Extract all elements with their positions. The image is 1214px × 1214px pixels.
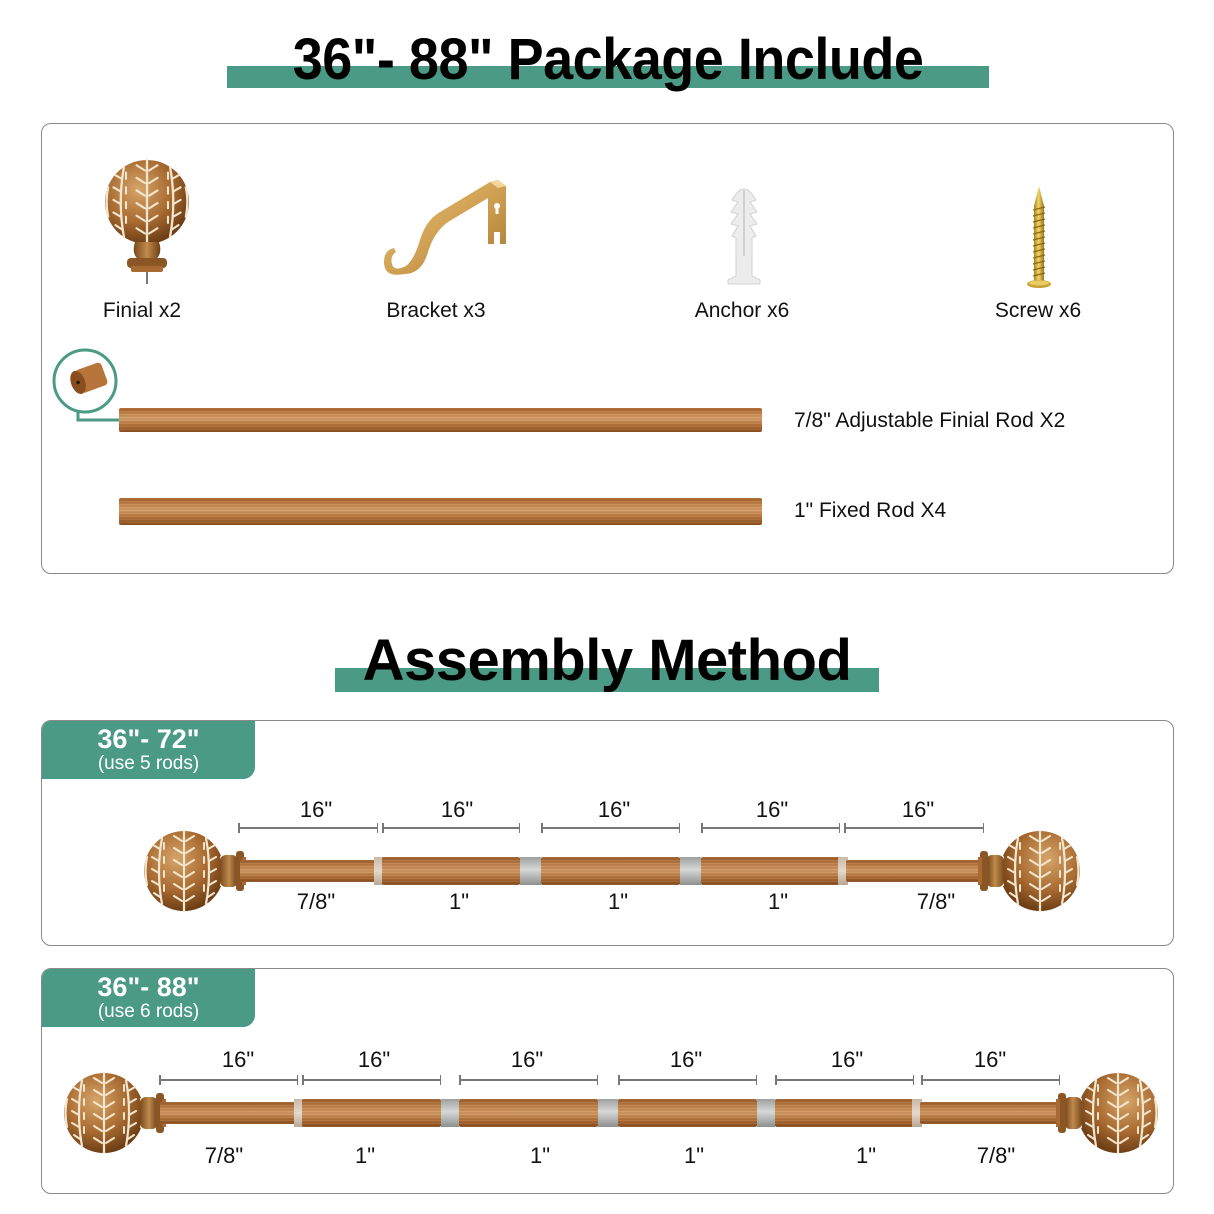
segment-length-label: 16" xyxy=(357,1047,391,1072)
adjustable-finial-rod-label: 7/8" Adjustable Finial Rod X2 xyxy=(794,409,1066,432)
segment-diameter-label: 7/8" xyxy=(916,889,956,914)
config-rod-count: (use 5 rods) xyxy=(97,753,200,774)
segment-length-label: 16" xyxy=(221,1047,255,1072)
rod-joint xyxy=(680,857,701,885)
segment-length-label: 16" xyxy=(901,797,935,822)
segment-length-label: 16" xyxy=(755,797,789,822)
screw-label: Screw x6 xyxy=(994,299,1082,322)
rod-segment-1 xyxy=(701,857,840,885)
segment-diameter-label: 1" xyxy=(607,889,629,914)
rod-joint xyxy=(520,857,541,885)
segment-length-label: 16" xyxy=(440,797,474,822)
dimension-line xyxy=(921,1075,1060,1085)
segment-length-label: 16" xyxy=(510,1047,544,1072)
config-badge xyxy=(42,721,255,779)
package-contents-panel xyxy=(41,123,1174,574)
rod-segment-1 xyxy=(459,1099,598,1127)
dimension-line xyxy=(382,823,520,833)
dimension-line xyxy=(618,1075,757,1085)
rod-joint xyxy=(598,1099,618,1127)
rod-segment-7-8 xyxy=(846,860,984,882)
dimension-line xyxy=(159,1075,298,1085)
adjustable-finial-rod-image xyxy=(119,408,762,432)
segment-diameter-label: 7/8" xyxy=(204,1143,244,1168)
config-range: 36"- 88" xyxy=(97,972,200,1002)
dimension-line xyxy=(775,1075,914,1085)
dimension-line xyxy=(238,823,378,833)
finial-right-icon xyxy=(1056,1071,1160,1155)
package-include-title: 36"- 88" Package Include xyxy=(292,27,924,92)
config-range: 36"- 72" xyxy=(97,724,200,754)
bracket-icon xyxy=(378,176,513,284)
dimension-line xyxy=(844,823,984,833)
segment-diameter-label: 1" xyxy=(448,889,470,914)
segment-length-label: 16" xyxy=(973,1047,1007,1072)
segment-diameter-label: 1" xyxy=(354,1143,376,1168)
wall-anchor-icon xyxy=(724,186,764,286)
segment-length-label: 16" xyxy=(830,1047,864,1072)
rod-segment-1 xyxy=(382,857,520,885)
rod-segment-1 xyxy=(775,1099,914,1127)
config-badge xyxy=(42,969,255,1027)
rod-segment-1 xyxy=(302,1099,441,1127)
segment-diameter-label: 7/8" xyxy=(296,889,336,914)
segment-length-label: 16" xyxy=(597,797,631,822)
segment-diameter-label: 1" xyxy=(683,1143,705,1168)
config-rod-count: (use 6 rods) xyxy=(97,1001,200,1022)
dimension-line xyxy=(459,1075,598,1085)
assembly-config-5-rods xyxy=(41,720,1174,946)
rod-segment-1 xyxy=(618,1099,757,1127)
anchor-label: Anchor x6 xyxy=(694,299,790,322)
dimension-line xyxy=(302,1075,441,1085)
finial-left-icon xyxy=(142,829,246,913)
rod-segment-1 xyxy=(541,857,680,885)
fixed-rod-image xyxy=(119,498,762,525)
finial-left-icon xyxy=(62,1071,166,1155)
assembly-method-title: Assembly Method xyxy=(362,628,852,693)
screw-icon xyxy=(1024,186,1054,296)
rod-segment-7-8 xyxy=(920,1102,1060,1124)
finial-label: Finial x2 xyxy=(102,299,182,322)
package-include-heading xyxy=(227,28,989,100)
rod-segment-7-8 xyxy=(160,1102,296,1124)
rod-joint xyxy=(441,1099,459,1127)
bracket-label: Bracket x3 xyxy=(386,299,486,322)
segment-diameter-label: 1" xyxy=(855,1143,877,1168)
segment-diameter-label: 1" xyxy=(529,1143,551,1168)
segment-diameter-label: 7/8" xyxy=(976,1143,1016,1168)
dimension-line xyxy=(701,823,840,833)
segment-diameter-label: 1" xyxy=(767,889,789,914)
segment-length-label: 16" xyxy=(299,797,333,822)
rod-segment-7-8 xyxy=(240,860,376,882)
finial-right-icon xyxy=(978,829,1082,913)
dimension-line xyxy=(541,823,680,833)
finial-icon xyxy=(102,157,192,287)
assembly-method-heading xyxy=(335,628,879,700)
assembly-config-6-rods xyxy=(41,968,1174,1194)
rod-joint xyxy=(757,1099,775,1127)
segment-length-label: 16" xyxy=(669,1047,703,1072)
fixed-rod-label: 1" Fixed Rod X4 xyxy=(794,499,947,522)
